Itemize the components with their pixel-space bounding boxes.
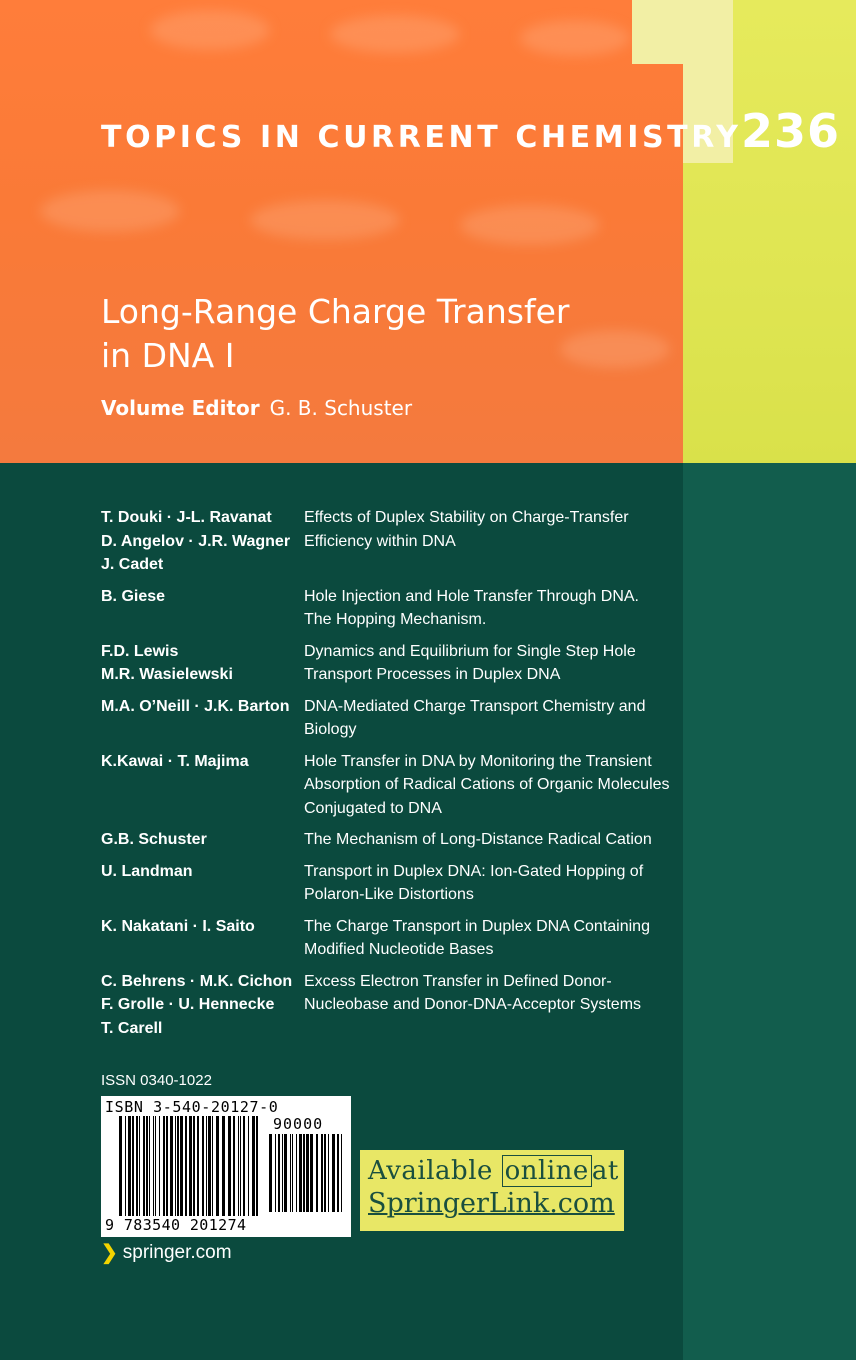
barcode-bar bbox=[278, 1134, 280, 1212]
chapter-title-line: Efficiency within DNA bbox=[304, 532, 456, 550]
entry-authors bbox=[101, 506, 304, 577]
background-pattern bbox=[460, 205, 600, 245]
barcode-bar bbox=[128, 1116, 131, 1216]
table-of-contents bbox=[101, 506, 671, 1048]
author-line: T. Douki · J-L. Ravanat bbox=[101, 509, 272, 526]
contents-entry bbox=[101, 828, 671, 852]
volume-editor-label: Volume Editor bbox=[101, 396, 260, 420]
entry-chapter-title bbox=[304, 585, 671, 632]
contents-entry bbox=[101, 970, 671, 1041]
author-line: F. Grolle · U. Hennecke bbox=[101, 996, 275, 1013]
entry-chapter-title bbox=[304, 828, 671, 852]
contents-entry bbox=[101, 860, 671, 907]
barcode-bar bbox=[321, 1134, 323, 1212]
barcode-bar bbox=[206, 1116, 207, 1216]
barcode-bar bbox=[163, 1116, 165, 1216]
entry-authors bbox=[101, 750, 304, 821]
barcode-bar bbox=[189, 1116, 192, 1216]
barcode-bar bbox=[193, 1116, 195, 1216]
barcode-bar bbox=[149, 1116, 150, 1216]
barcode-bar bbox=[180, 1116, 183, 1216]
available-online-text bbox=[368, 1156, 619, 1186]
background-pattern bbox=[150, 10, 270, 50]
contents-entry bbox=[101, 506, 671, 577]
barcode-bar bbox=[256, 1116, 258, 1216]
volume-number: 236 bbox=[741, 104, 841, 158]
author-line: T. Carell bbox=[101, 1019, 163, 1037]
series-title: TOPICS IN CURRENT CHEMISTRY bbox=[101, 120, 742, 155]
barcode-bar bbox=[248, 1116, 249, 1216]
author-line: C. Behrens · M.K. Cichon bbox=[101, 972, 293, 990]
barcode-bar bbox=[166, 1116, 168, 1216]
chapter-title-line: Polaron-Like Distortions bbox=[304, 886, 474, 903]
entry-chapter-title bbox=[304, 860, 671, 907]
barcode-bar bbox=[222, 1116, 225, 1216]
chapter-title-line: Conjugated to DNA bbox=[304, 799, 442, 817]
barcode-bar bbox=[284, 1134, 287, 1212]
barcode-addon-text: 90000 bbox=[273, 1115, 324, 1133]
entry-authors bbox=[101, 585, 304, 632]
barcode-bar bbox=[310, 1134, 313, 1212]
barcode-bar bbox=[125, 1116, 126, 1216]
entry-authors bbox=[101, 915, 304, 962]
entry-authors bbox=[101, 860, 304, 907]
background-pattern bbox=[40, 190, 180, 232]
chapter-title-line: The Charge Transport in Duplex DNA Containing bbox=[304, 917, 650, 935]
barcode-bar bbox=[212, 1116, 213, 1216]
side-panel bbox=[683, 463, 856, 1360]
contents-entry bbox=[101, 750, 671, 821]
chapter-title-line: Excess Electron Transfer in Defined Donor- bbox=[304, 972, 612, 990]
entry-authors bbox=[101, 970, 304, 1041]
author-line: G.B. Schuster bbox=[101, 831, 207, 848]
background-pattern bbox=[520, 20, 630, 56]
barcode-bar bbox=[282, 1134, 283, 1212]
barcode-bar bbox=[269, 1134, 272, 1212]
chapter-title-line: Biology bbox=[304, 721, 357, 738]
barcode-bar bbox=[292, 1134, 293, 1212]
chapter-title-line: Hole Injection and Hole Transfer Through DNA. bbox=[304, 587, 639, 605]
available-word: Available bbox=[368, 1156, 493, 1186]
barcode-bar bbox=[202, 1116, 204, 1216]
barcode-bar bbox=[328, 1134, 329, 1212]
barcode-bar bbox=[132, 1116, 134, 1216]
entry-chapter-title bbox=[304, 970, 671, 1041]
chevron-right-icon: ❯ bbox=[101, 1242, 118, 1264]
author-line: B. Giese bbox=[101, 587, 166, 605]
author-line: F.D. Lewis bbox=[101, 642, 179, 660]
barcode-bar bbox=[143, 1116, 145, 1216]
background-pattern bbox=[250, 200, 400, 240]
book-title-line: Long-Range Charge Transfer bbox=[101, 292, 570, 331]
barcode-bar bbox=[159, 1116, 160, 1216]
barcode-bar bbox=[139, 1116, 140, 1216]
barcode-bar bbox=[341, 1134, 342, 1212]
barcode-bar bbox=[316, 1134, 318, 1212]
isbn-text: ISBN 3-540-20127-0 bbox=[105, 1098, 279, 1116]
barcode-bar bbox=[177, 1116, 179, 1216]
barcode-bar bbox=[240, 1116, 241, 1216]
volume-editor bbox=[101, 396, 412, 420]
barcode-bar bbox=[197, 1116, 199, 1216]
chapter-title-line: Transport in Duplex DNA: Ion-Gated Hopping of bbox=[304, 862, 644, 880]
author-line: K. Nakatani · I. Saito bbox=[101, 917, 255, 935]
barcode-bar bbox=[303, 1134, 305, 1212]
barcode-bars bbox=[119, 1116, 261, 1216]
barcode-bar bbox=[275, 1134, 276, 1212]
author-line: M.R. Wasielewski bbox=[101, 666, 233, 683]
barcode-bar bbox=[208, 1116, 211, 1216]
contents-entry bbox=[101, 585, 671, 632]
chapter-title-line: DNA-Mediated Charge Transport Chemistry and bbox=[304, 697, 646, 715]
barcode-bar bbox=[324, 1134, 326, 1212]
entry-chapter-title bbox=[304, 640, 671, 687]
barcode-bar bbox=[175, 1116, 176, 1216]
chapter-title-line: The Mechanism of Long-Distance Radical Cation bbox=[304, 831, 652, 848]
chapter-title-line: Nucleobase and Donor-DNA-Acceptor Systems bbox=[304, 996, 642, 1013]
barcode-bar bbox=[290, 1134, 291, 1212]
decorative-bar bbox=[632, 0, 683, 64]
contents-entry bbox=[101, 640, 671, 687]
author-line: J. Cadet bbox=[101, 556, 164, 573]
entry-authors bbox=[101, 640, 304, 687]
chapter-title-line: Absorption of Radical Cations of Organic Molecules bbox=[304, 776, 670, 793]
entry-chapter-title bbox=[304, 695, 671, 742]
header-orange-panel bbox=[0, 0, 683, 463]
ean-text: 9 783540 201274 bbox=[105, 1216, 247, 1234]
book-title-line: in DNA I bbox=[101, 336, 235, 375]
entry-authors bbox=[101, 828, 304, 852]
chapter-title-line: Effects of Duplex Stability on Charge-Transfer bbox=[304, 509, 629, 526]
online-word: online bbox=[502, 1155, 592, 1187]
barcode bbox=[101, 1096, 351, 1237]
barcode-bar bbox=[216, 1116, 219, 1216]
volume-editor-name: G. B. Schuster bbox=[269, 396, 413, 420]
barcode-bar bbox=[306, 1134, 309, 1212]
entry-chapter-title bbox=[304, 750, 671, 821]
barcode-bar bbox=[337, 1134, 339, 1212]
author-line: U. Landman bbox=[101, 862, 193, 880]
chapter-title-line: The Hopping Mechanism. bbox=[304, 611, 487, 628]
chapter-title-line: Transport Processes in Duplex DNA bbox=[304, 666, 561, 683]
website-link[interactable] bbox=[101, 1240, 232, 1265]
chapter-title-line: Hole Transfer in DNA by Monitoring the Transient bbox=[304, 752, 652, 770]
barcode-bar bbox=[233, 1116, 235, 1216]
website-text: springer.com bbox=[122, 1241, 232, 1263]
barcode-bar bbox=[299, 1134, 302, 1212]
background-pattern bbox=[330, 15, 460, 53]
chapter-title-line: Dynamics and Equilibrium for Single Step Hole bbox=[304, 642, 636, 660]
entry-authors bbox=[101, 695, 304, 742]
at-word: at bbox=[591, 1156, 619, 1186]
springerlink-link[interactable]: SpringerLink.com bbox=[368, 1188, 615, 1219]
entry-chapter-title bbox=[304, 915, 671, 962]
chapter-title-line: Modified Nucleotide Bases bbox=[304, 941, 494, 958]
barcode-bar bbox=[119, 1116, 122, 1216]
entry-chapter-title bbox=[304, 506, 671, 577]
barcode-bar bbox=[252, 1116, 255, 1216]
contents-entry bbox=[101, 695, 671, 742]
barcode-bar bbox=[153, 1116, 154, 1216]
issn: ISSN 0340-1022 bbox=[101, 1072, 212, 1089]
author-line: M.A. O’Neill · J.K. Barton bbox=[101, 697, 290, 715]
author-line: K.Kawai · T. Majima bbox=[101, 752, 249, 770]
book-title bbox=[101, 290, 621, 378]
barcode-bar bbox=[238, 1116, 239, 1216]
barcode-bar bbox=[136, 1116, 138, 1216]
barcode-addon-bars bbox=[269, 1134, 345, 1212]
barcode-bar bbox=[332, 1134, 335, 1212]
barcode-bar bbox=[296, 1134, 297, 1212]
author-line: D. Angelov · J.R. Wagner bbox=[101, 532, 291, 550]
barcode-bar bbox=[146, 1116, 148, 1216]
barcode-bar bbox=[243, 1116, 245, 1216]
barcode-bar bbox=[185, 1116, 187, 1216]
barcode-bar bbox=[170, 1116, 173, 1216]
contents-entry bbox=[101, 915, 671, 962]
barcode-bar bbox=[155, 1116, 156, 1216]
springerlink-badge[interactable] bbox=[360, 1150, 624, 1231]
barcode-bar bbox=[228, 1116, 231, 1216]
